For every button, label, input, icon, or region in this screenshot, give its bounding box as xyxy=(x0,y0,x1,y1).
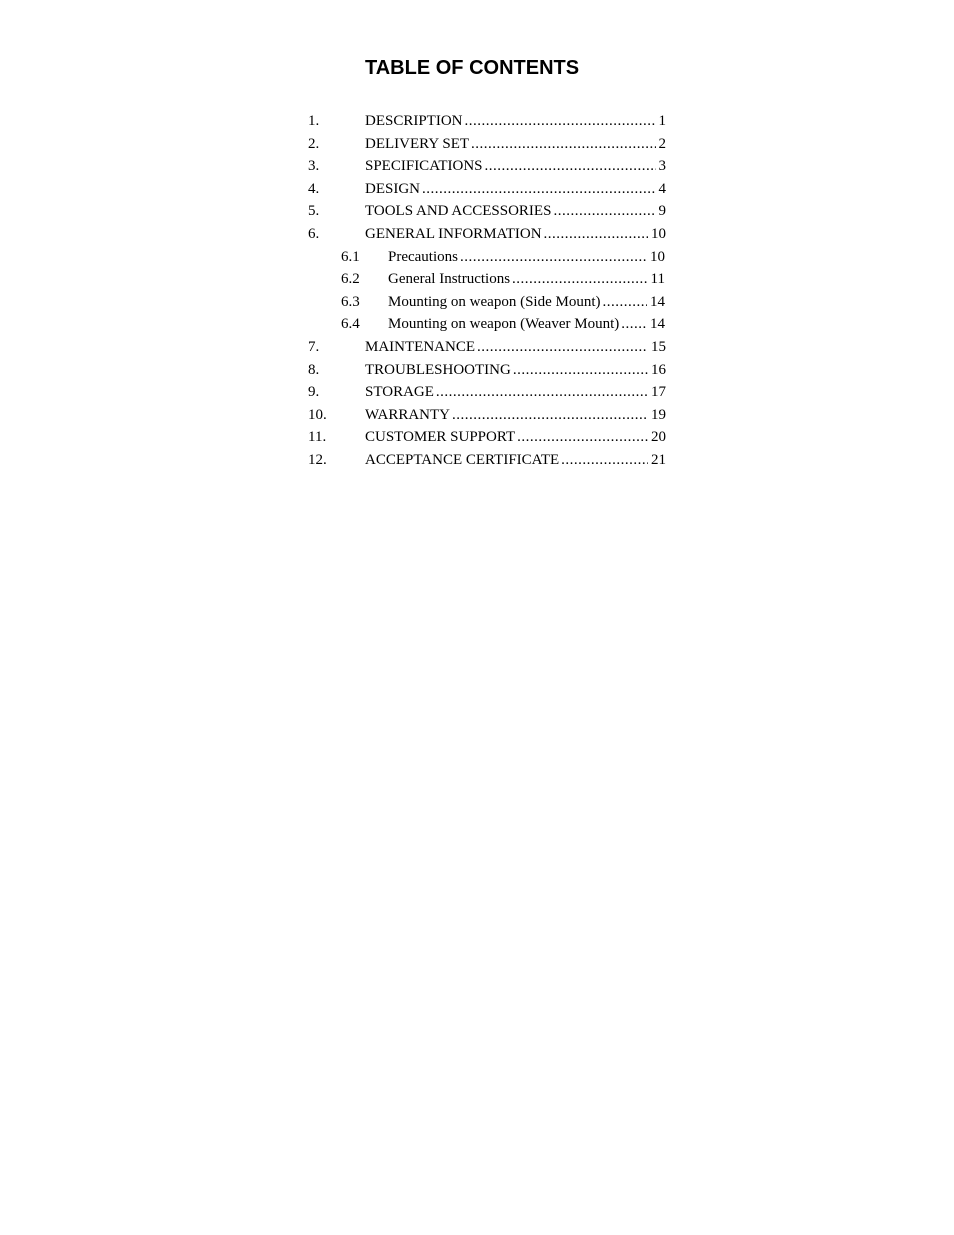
toc-entry-line xyxy=(365,336,666,359)
toc-entry-number: 5. xyxy=(308,203,320,220)
toc-entry-title: GENERAL INFORMATION xyxy=(365,225,542,242)
toc-entry-page-number: 4 xyxy=(658,180,666,197)
toc-entry-number: 7. xyxy=(308,338,320,355)
toc-entry-line xyxy=(388,313,665,336)
toc-entry-page-number: 14 xyxy=(650,293,665,310)
toc-entry-page-number: 2 xyxy=(658,135,666,152)
dot-leader xyxy=(517,426,648,449)
toc-entry-line xyxy=(388,268,665,291)
toc-entry[interactable] xyxy=(308,200,666,223)
toc-entry-page-number: 3 xyxy=(658,158,666,175)
toc-entry-number: 9. xyxy=(308,384,320,401)
toc-entry[interactable] xyxy=(308,223,666,246)
toc-entry-page-number: 9 xyxy=(658,203,666,220)
dot-leader xyxy=(621,313,647,336)
toc-entry-line xyxy=(365,178,666,201)
dot-leader xyxy=(460,246,647,269)
toc-entry-number: 6. xyxy=(308,225,320,242)
dot-leader xyxy=(512,268,648,291)
dot-leader xyxy=(513,359,648,382)
toc-entry-number: 8. xyxy=(308,361,320,378)
toc-entry-line xyxy=(365,449,666,472)
toc-entry-line xyxy=(388,291,665,314)
toc-entry-page-number: 11 xyxy=(650,271,665,288)
toc-entry-number: 6.2 xyxy=(341,271,360,288)
toc-entry[interactable] xyxy=(308,133,666,156)
toc-entry-line xyxy=(365,223,666,246)
toc-subentry[interactable] xyxy=(308,246,666,269)
toc-entry-number: 6.1 xyxy=(341,248,360,265)
toc-entry-page-number: 21 xyxy=(651,451,666,468)
toc-entry-line xyxy=(365,381,666,404)
toc-entry[interactable] xyxy=(308,381,666,404)
toc-entry-number: 10. xyxy=(308,406,327,423)
toc-entry-title: Mounting on weapon (Side Mount) xyxy=(388,293,601,310)
dot-leader xyxy=(436,381,648,404)
toc-entry[interactable] xyxy=(308,449,666,472)
toc-entry[interactable] xyxy=(308,178,666,201)
toc-entry-number: 12. xyxy=(308,451,327,468)
toc-entry-title: Precautions xyxy=(388,248,458,265)
toc-entry-title: MAINTENANCE xyxy=(365,338,475,355)
toc-entry-line xyxy=(365,200,666,223)
toc-entry-title: STORAGE xyxy=(365,384,434,401)
toc-entry-line xyxy=(388,246,665,269)
toc-subentry[interactable] xyxy=(308,268,666,291)
toc-entry-title: WARRANTY xyxy=(365,406,450,423)
toc-entry-title: DESCRIPTION xyxy=(365,113,463,129)
toc-entry-page-number: 10 xyxy=(651,225,666,242)
toc-subentry[interactable] xyxy=(308,313,666,336)
toc-entry-line xyxy=(365,155,666,178)
toc-entry-number: 1. xyxy=(308,113,320,129)
dot-leader xyxy=(553,200,655,223)
toc-entry-number: 4. xyxy=(308,180,320,197)
toc-entry[interactable] xyxy=(308,155,666,178)
dot-leader xyxy=(422,178,656,201)
dot-leader xyxy=(465,110,656,133)
toc-entry-title: CUSTOMER SUPPORT xyxy=(365,429,516,446)
toc-entry-title: SPECIFICATIONS xyxy=(365,158,483,175)
toc-entry-title: General Instructions xyxy=(388,271,511,288)
toc-entry-title: ACCEPTANCE CERTIFICATE xyxy=(365,451,560,468)
toc-list xyxy=(308,110,666,472)
toc-entry-line xyxy=(365,404,666,427)
toc-entry-title: TOOLS AND ACCESSORIES xyxy=(365,203,552,220)
dot-leader xyxy=(471,133,655,156)
toc-entry[interactable] xyxy=(308,336,666,359)
dot-leader xyxy=(485,155,656,178)
toc-entry[interactable] xyxy=(308,404,666,427)
toc-entry-title: DELIVERY SET xyxy=(365,135,470,152)
toc-entry-number: 2. xyxy=(308,135,320,152)
toc-entry-line xyxy=(365,110,666,133)
toc-entry-number: 6.3 xyxy=(341,293,360,310)
toc-entry-line xyxy=(365,133,666,156)
toc-entry[interactable] xyxy=(308,359,666,382)
toc-entry-page-number: 14 xyxy=(650,316,665,333)
toc-entry[interactable] xyxy=(308,110,666,133)
dot-leader xyxy=(602,291,647,314)
dot-leader xyxy=(561,449,648,472)
toc-entry-number: 6.4 xyxy=(341,316,360,333)
toc-entry-title: Mounting on weapon (Weaver Mount) xyxy=(388,316,620,333)
toc-entry-number: 3. xyxy=(308,158,320,175)
toc-entry-page-number: 20 xyxy=(651,429,666,446)
toc-entry-line xyxy=(365,359,666,382)
dot-leader xyxy=(477,336,648,359)
toc-entry[interactable] xyxy=(308,426,666,449)
toc-entry-line xyxy=(365,426,666,449)
toc-entry-page-number: 16 xyxy=(651,361,666,378)
dot-leader xyxy=(452,404,648,427)
toc-entry-title: TROUBLESHOOTING xyxy=(365,361,511,378)
toc-entry-page-number: 1 xyxy=(658,113,666,129)
toc-entry-page-number: 17 xyxy=(651,384,666,401)
toc-subentry[interactable] xyxy=(308,291,666,314)
toc-entry-page-number: 15 xyxy=(651,338,666,355)
toc-entry-page-number: 19 xyxy=(651,406,666,423)
page-title: TABLE OF CONTENTS xyxy=(365,57,580,79)
dot-leader xyxy=(544,223,648,246)
toc-entry-number: 11. xyxy=(308,429,327,446)
toc-entry-title: DESIGN xyxy=(365,180,420,197)
toc-entry-page-number: 10 xyxy=(650,248,665,265)
